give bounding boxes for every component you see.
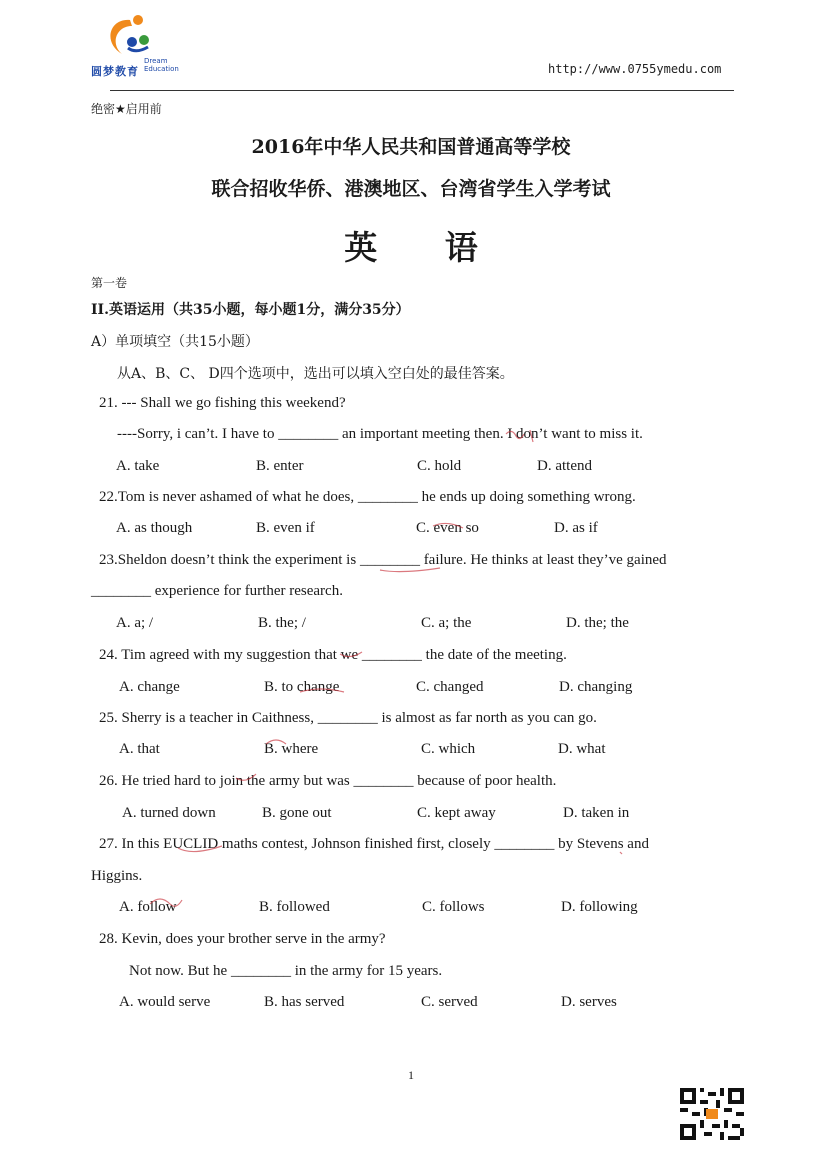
question-28-option-a: A. would serve (119, 994, 211, 1010)
instruction-text: 从A、B、C、 D四个选项中，选出可以填入空白处的最佳答案。 (117, 366, 514, 382)
question-28-option-d: D. serves (561, 994, 617, 1010)
question-27-option-d: D. following (561, 899, 638, 915)
header-divider (110, 90, 734, 91)
exam-title-line2: 联合招收华侨、港澳地区、台湾省学生入学考试 (211, 178, 611, 200)
question-28-option-b: B. has served (264, 994, 345, 1010)
question-22-option-d: D. as if (554, 520, 598, 536)
question-27-option-b: B. followed (259, 899, 330, 915)
question-24-stem: 24. Tim agreed with my suggestion that we ________ the date of the meeting. (99, 647, 567, 663)
question-23-option-d: D. the; the (566, 615, 629, 631)
question-28-option-c: C. served (421, 994, 478, 1010)
logo-swoosh-icon (88, 14, 192, 62)
logo-chinese-text: 圆梦教育 (91, 65, 139, 78)
question-21-option-a: A. take (116, 458, 160, 474)
question-21-stem: 21. --- Shall we go fishing this weekend? (99, 395, 346, 411)
question-21-reply: ----Sorry, i can’t. I have to ________ an important meeting then. I don’t want to miss it. (117, 426, 643, 442)
exam-title-line1: 2016年中华人民共和国普通高等学校 (251, 136, 571, 158)
question-25-option-d: D. what (558, 741, 606, 757)
question-21-option-d: D. attend (537, 458, 592, 474)
question-23-stem: 23.Sheldon doesn’t think the experiment is ________ failure. He thinks at least they’ve gained (99, 552, 667, 568)
question-24-option-b: B. to change (264, 679, 340, 695)
question-21-option-c: C. hold (417, 458, 462, 474)
question-25-option-b: B. where (264, 741, 319, 757)
question-23-option-a: A. a; / (116, 615, 154, 631)
question-26-stem: 26. He tried hard to join the army but was ________ because of poor health. (99, 773, 557, 789)
question-21-option-b: B. enter (256, 458, 304, 474)
question-22-stem: 22.Tom is never ashamed of what he does, ________ he ends up doing something wrong. (99, 489, 636, 505)
dream-education-logo (88, 14, 192, 80)
question-24-option-c: C. changed (416, 679, 484, 695)
question-25-option-c: C. which (421, 741, 476, 757)
logo-english-text: Dream Education (144, 57, 179, 73)
question-27-option-c: C. follows (422, 899, 485, 915)
section-heading: II.英语运用（共35小题，每小题1分，满分35分） (91, 302, 410, 318)
question-25-option-a: A. that (119, 741, 160, 757)
question-27-stem-cont: Higgins. (91, 868, 143, 884)
subject-title: 英 语 (344, 228, 506, 267)
question-28-stem: 28. Kevin, does your brother serve in the army? (99, 931, 386, 947)
question-22-option-c: C. even so (416, 520, 479, 536)
question-27-option-a: A. follow (119, 899, 177, 915)
question-28-reply: Not now. But he ________ in the army for 15 years. (129, 963, 443, 979)
subsection-heading: A）单项填空（共15小题） (91, 334, 259, 350)
question-27-stem: 27. In this EUCLID maths contest, Johnson finished first, closely ________ by Stevens and (99, 836, 649, 852)
header-url: http://www.0755ymedu.com (548, 62, 722, 76)
question-22-option-b: B. even if (256, 520, 315, 536)
question-26-option-a: A. turned down (122, 805, 216, 821)
volume-label: 第一卷 (91, 276, 128, 290)
question-24-option-d: D. changing (559, 679, 633, 695)
question-26-option-c: C. kept away (417, 805, 496, 821)
question-26-option-d: D. taken in (563, 805, 630, 821)
question-24-option-a: A. change (119, 679, 180, 695)
question-25-stem: 25. Sherry is a teacher in Caithness, ________ is almost as far north as you can go. (99, 710, 597, 726)
question-23-stem-cont: ________ experience for further research. (91, 583, 343, 599)
page-number: 1 (408, 1068, 414, 1082)
question-22-option-a: A. as though (116, 520, 193, 536)
question-23-option-b: B. the; / (258, 615, 306, 631)
question-26-option-b: B. gone out (262, 805, 332, 821)
confidential-label: 绝密★启用前 (91, 102, 162, 116)
qr-code-icon (680, 1088, 744, 1140)
question-23-option-c: C. a; the (421, 615, 472, 631)
